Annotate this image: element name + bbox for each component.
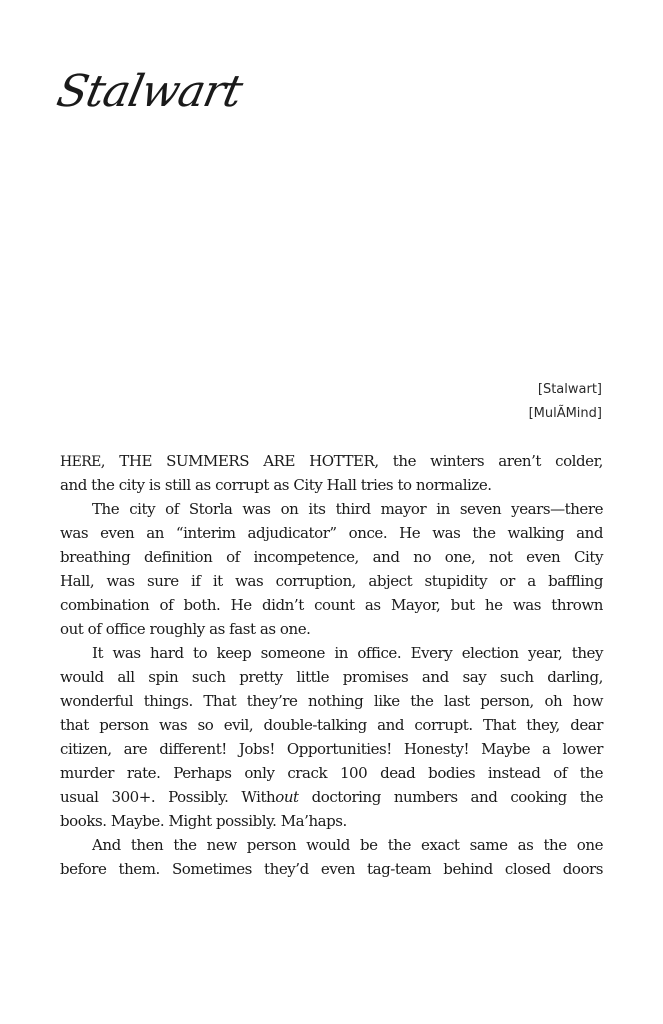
text-line: before them. Sometimes they’d even tag-team behind closed doors: [60, 860, 603, 878]
lead-in-caps: HERE: [60, 454, 101, 470]
emphasis: out: [275, 788, 299, 806]
text-line: murder rate. Perhaps only crack 100 dead bodies instead of the: [60, 764, 603, 782]
text-line: that person was so evil, double-talking and corrupt. That they, dear: [60, 716, 603, 734]
text-line: The city of Storla was on its third mayor in seven years—there: [92, 500, 603, 518]
tag-stalwart: [Stalwart]: [537, 382, 602, 397]
text-line: would all spin such pretty little promises and say such darling,: [60, 668, 603, 686]
text-line: It was hard to keep someone in office. Every election year, they: [92, 644, 603, 662]
text-line: usual 300+. Possibly. Without doctoring numbers and cooking the: [60, 788, 604, 806]
text-line: breathing definition of incompetence, and no one, not even City: [60, 548, 603, 566]
text-line: citizen, are different! Jobs! Opportunities! Honesty! Maybe a lower: [60, 740, 603, 758]
text-line: wonderful things. That they’re nothing like the last person, oh how: [60, 692, 603, 710]
text-line: combination of both. He didn’t count as Mayor, but he was thrown: [60, 596, 603, 614]
tag-block: [529, 378, 602, 426]
tag-multimind: [MulÃMind]: [528, 406, 602, 421]
text-line: HERE, THE SUMMERS ARE HOTTER, the winters aren’t colder,: [60, 452, 603, 470]
text-line: was even an “interim adjudicator” once. He was the walking and: [60, 524, 603, 542]
chapter-title: Stalwart: [52, 66, 247, 117]
text-line: and the city is still as corrupt as City Hall tries to normalize.: [60, 476, 492, 494]
body-text: [60, 449, 603, 881]
text-line: Hall, was sure if it was corruption, abject stupidity or a baffling: [60, 572, 603, 590]
text-line: out of office roughly as fast as one.: [60, 620, 311, 638]
text-line: And then the new person would be the exact same as the one: [92, 836, 603, 854]
text-line: books. Maybe. Might possibly. Ma’haps.: [60, 812, 347, 830]
